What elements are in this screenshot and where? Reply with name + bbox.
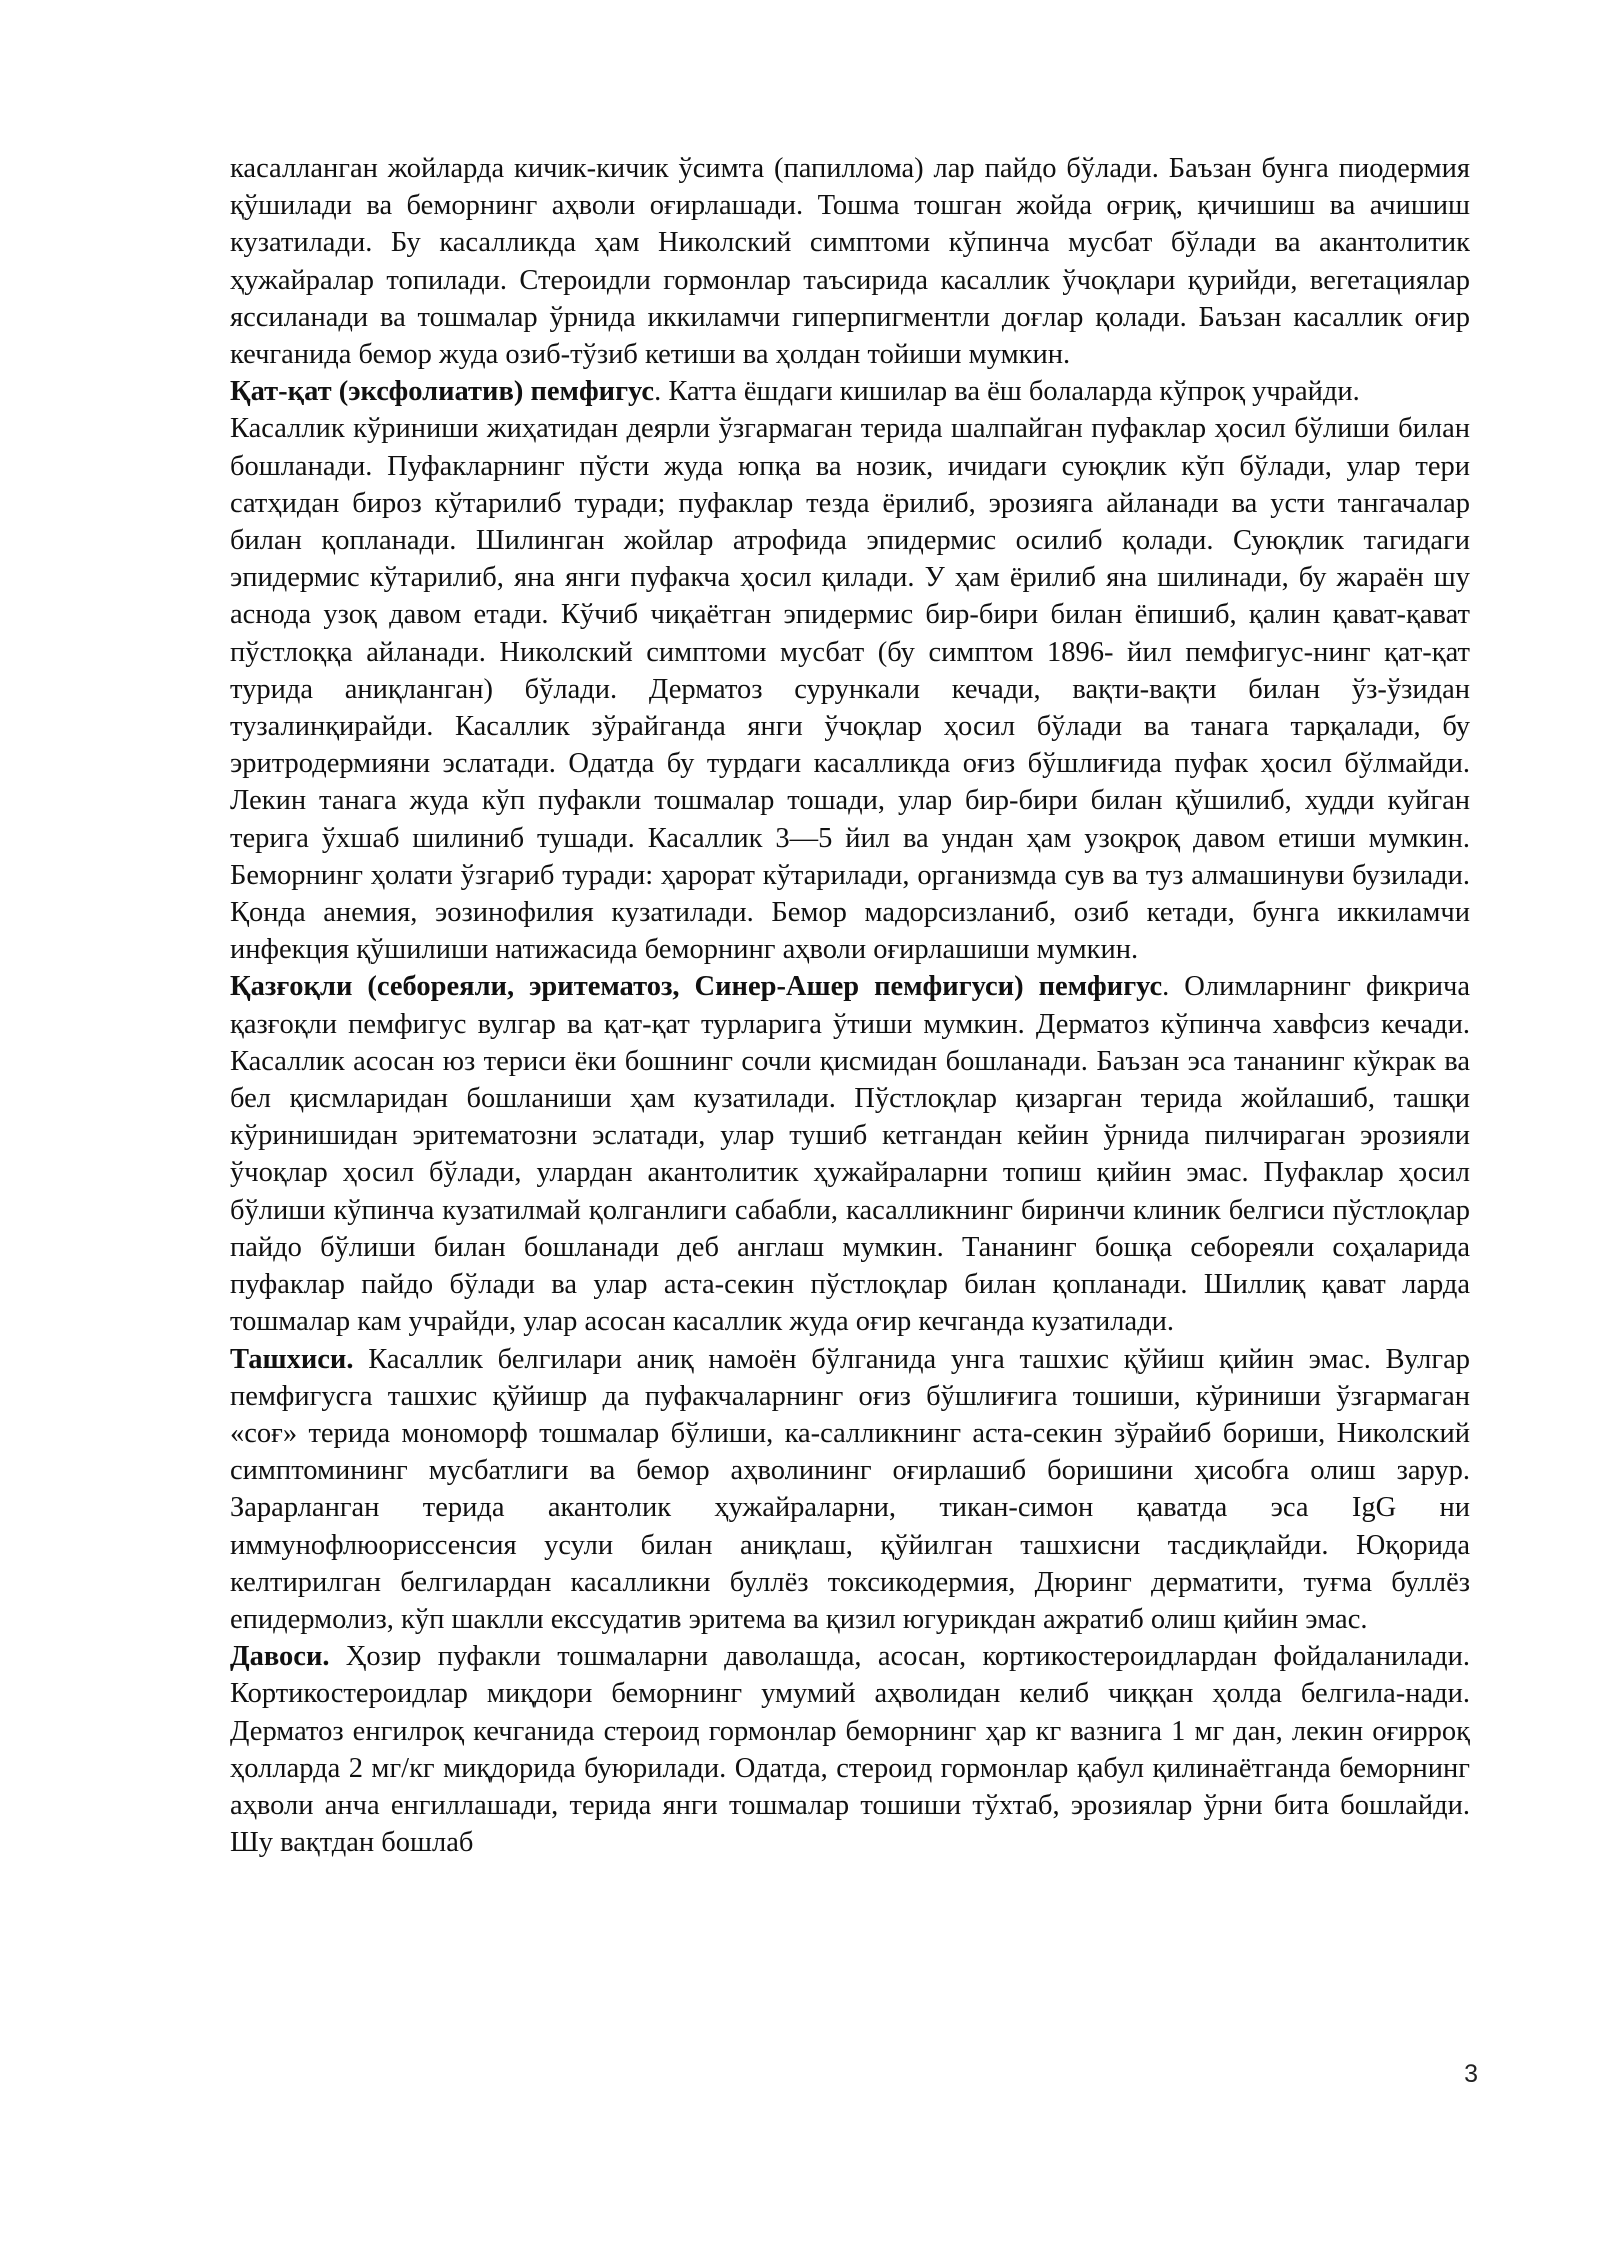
paragraph-lead-term: Ташхиси. [230,1343,354,1375]
paragraph-text: . Катта ёшдаги кишилар ва ёш болаларда кўпроқ учрайди. [654,376,1360,408]
paragraph-lead-term: Қат-қат (эксфолиатив) пемфигус [230,376,655,408]
paragraph-text: Касаллик кўриниши жиҳатидан деярли ўзгармаган терида шалпайган пуфаклар ҳосил бўлиши билан бошланади. Пуфакларнинг пўсти жуда юпқа ва нозик, ичидаги суюқлик кўп бўлади, улар тери сатҳидан бироз кўтарилиб туради; пуфаклар тезда ёрилиб, эрозияга айланади ва усти тангачалар билан қопланади. Шилинган жойлар атрофида эпидермис осилиб қолади. Суюқлик тагидаги эпидермис кўтарилиб, яна янги пуфакча ҳосил қилади. У ҳам ёрилиб яна шилинади, бу жараён шу аснода узоқ давом етади. Кўчиб чиқаётган эпидермис бир-бири билан ёпишиб, қалин қават-қават пўстлоққа айланади. Николский симптоми мусбат (бу симптом 1896- йил пемфигус-нинг қат-қат турида аниқланган) бўлади. Дерматоз сурункали кечади, вақти-вақти билан ўз-ўзидан тузалинқирайди. Касаллик зўрайганда янги ўчоқлар ҳосил бўлади ва танага тарқалади, бу эритродермияни эслатади. Одатда бу турдаги касалликда оғиз бўшлиғида пуфак ҳосил бўлмайди. Лекин танага жуда кўп пуфакли тошмалар тошади, улар бир-бири билан қўшилиб, худди куйган терига ўхшаб шилиниб тушади. Касаллик 3—5 йил ва ундан ҳам узоқроқ давом етиши мумкин. Беморнинг ҳолати ўзгариб туради: ҳарорат кўтарилади, организмда сув ва туз алмашинуви бузилади. Қонда анемия, эозинофилия кузатилади. Бемор мадорсизланиб, озиб кетади, бунга иккиламчи инфекция қўшилиши натижасида беморнинг аҳволи оғирлашиши мумкин. [230,413,1470,966]
paragraph-intro-continuation [230,150,1470,373]
paragraph-text: Ҳозир пуфакли тошмаларни даволашда, асосан, кортикостероидлардан фойдаланилади. Кортикостероидлар миқдори беморнинг умумий аҳволидан келиб чиққан ҳолда белгила-нади. Дерматоз енгилроқ кечганида стероид гормонлар беморнинг ҳар кг вазнига 1 мг дан, лекин оғирроқ ҳолларда 2 мг/кг миқдорида буюрилади. Одатда, стероид гормонлар қабул қилинаётганда беморнинг аҳволи анча енгиллашади, терида янги тошмалар тошиши тўхтаб, эрозиялар ўрни бита бошлайди. Шу вақтдан бошлаб [230,1641,1470,1859]
paragraph-text: Касаллик белгилари аниқ намоён бўлганида унга ташхис қўйиш қийин эмас. Вулгар пемфигусга ташхис қўйишр да пуфакчаларнинг оғиз бўшлиғига тошиши, кўриниши ўзгармаган «соғ» терида мономорф тошмалар бўлиши, ка-салликнинг аста-секин зўрайиб бориши, Николский симптомининг мусбатлиги ва бемор аҳволининг оғирлашиб боришини ҳисобга олиш зарур. Зарарланган терида акантолик ҳужайраларни, тикан-симон қаватда эса IgG ни иммунофлюориссенсия усули билан аниқлаш, қўйилган ташхисни тасдиқлайди. Юқорида келтирилган белгилардан касалликни буллёз токсикодермия, Дюринг дерматити, туғма буллёз епидермолиз, кўп шаклли екссудатив эритема ва қизил югурикдан ажратиб олиш қийин эмас. [230,1343,1470,1635]
paragraph-clinical-picture [230,410,1470,968]
paragraph-lead-term: Давоси. [230,1641,330,1673]
document-body [230,150,1470,1861]
paragraph-seborrheic-pemphigus [230,968,1470,1340]
paragraph-exfoliative-pemphigus [230,373,1470,410]
paragraph-diagnosis [230,1341,1470,1639]
paragraph-treatment [230,1638,1470,1861]
paragraph-text: . Олимларнинг фикрича қазғоқли пемфигус вулгар ва қат-қат турларига ўтиши мумкин. Дерматоз кўпинча хавфсиз кечади. Касаллик асосан юз териси ёки бошнинг сочли қисмидан бошланади. Баъзан эса тананинг кўкрак ва бел қисмларидан бошланиши ҳам кузатилади. Пўстлоқлар қизарган терида жойлашиб, ташқи кўринишидан эритематозни эслатади, улар тушиб кетгандан кейин ўрнида пилчираган эрозияли ўчоқлар ҳосил бўлади, улардан акантолитик ҳужайраларни топиш қийин эмас. Пуфаклар ҳосил бўлиши кўпинча кузатилмай қолганлиги сабабли, касалликнинг биринчи клиник белгиси пўстлоқлар пайдо бўлиши билан бошланади деб англаш мумкин. Тананинг бошқа себореяли соҳаларида пуфаклар пайдо бўлади ва улар аста-секин пўстлоқлар билан қопланади. Шиллиқ қават ларда тошмалар кам учрайди, улар асосан касаллик жуда оғир кечганда кузатилади. [230,971,1471,1338]
paragraph-text: касалланган жойларда кичик-кичик ўсимта (папиллома) лар пайдо бўлади. Баъзан бунга пиодермия қўшилади ва беморнинг аҳволи оғирлашади. Тошма тошган жойда оғриқ, қичишиш ва ачишиш кузатилади. Бу касалликда ҳам Николский симптоми кўпинча мусбат бўлади ва акантолитик ҳужайралар топилади. Стероидли гормонлар таъсирида касаллик ўчоқлари қурийди, вегетациялар яссиланади ва тошмалар ўрнида иккиламчи гиперпигментли доғлар қолади. Баъзан касаллик оғир кечганида бемор жуда озиб-тўзиб кетиши ва ҳолдан тойиши мумкин. [230,153,1470,371]
paragraph-lead-term: Қазғоқли (себореяли, эритематоз, Синер-Ашер пемфигуси) пемфигус [230,971,1163,1003]
page-number: 3 [1464,2060,1478,2088]
